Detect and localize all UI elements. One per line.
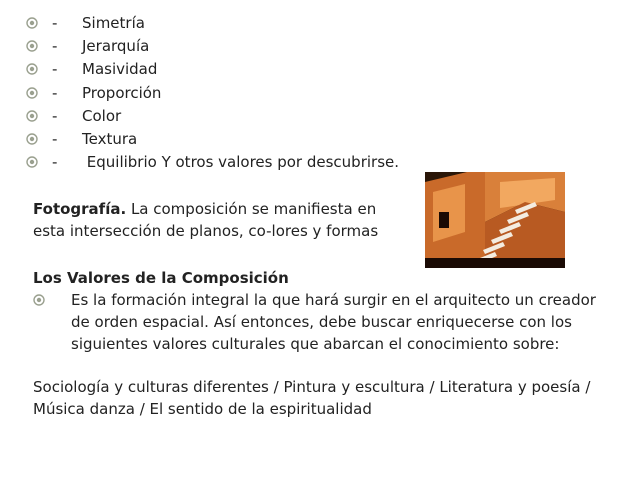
list-item: [26, 82, 161, 104]
circle-bullet-icon: [33, 294, 45, 306]
photo-title: Fotografía.: [33, 200, 127, 218]
list-dash: -: [52, 107, 58, 125]
list-dash: -: [52, 60, 58, 78]
closing-paragraph: Sociología y culturas diferentes / Pintura y escultura / Literatura y poesía / Música danza / El sentido de la espiritualidad: [33, 378, 591, 418]
list-item: [26, 35, 149, 57]
staircase-image: [425, 172, 565, 268]
circle-bullet-icon: [26, 156, 38, 168]
list-item: [26, 12, 145, 34]
list-item-text: Masividad: [82, 60, 158, 78]
list-item: [26, 105, 121, 127]
list-dash: -: [52, 14, 58, 32]
circle-bullet-icon: [26, 87, 38, 99]
list-dash: -: [52, 130, 58, 148]
list-item: [26, 151, 399, 173]
circle-bullet-icon: [26, 110, 38, 122]
photo-text: La composición se manifiesta en: [126, 200, 377, 218]
list-item-text: Textura: [82, 130, 138, 148]
photo-paragraph-line2: esta intersección de planos, co-lores y formas: [33, 222, 379, 240]
list-item: [26, 128, 137, 150]
list-item-text: Proporción: [82, 84, 162, 102]
list-dash: -: [52, 37, 58, 55]
circle-bullet-icon: [26, 40, 38, 52]
list-item-text: Simetría: [82, 14, 145, 32]
circle-bullet-icon: [26, 133, 38, 145]
architecture-photo: [425, 172, 565, 268]
list-item-text: Color: [82, 107, 122, 125]
list-item-text: Equilibrio Y otros valores por descubrirse.: [82, 153, 400, 171]
photo-paragraph: [33, 198, 376, 220]
values-heading: Los Valores de la Composición: [33, 269, 289, 287]
list-dash: -: [52, 84, 58, 102]
list-item: [26, 58, 157, 80]
list-dash: -: [52, 153, 58, 171]
circle-bullet-icon: [26, 17, 38, 29]
values-bullet-text: Es la formación integral la que hará surgir en el arquitecto un creador de orden espacial. Así entonces, debe buscar enriquecerse con los siguientes valores culturales que abarcan el conocimiento sobre:: [71, 291, 596, 353]
circle-bullet-icon: [26, 63, 38, 75]
list-item-text: Jerarquía: [82, 37, 150, 55]
